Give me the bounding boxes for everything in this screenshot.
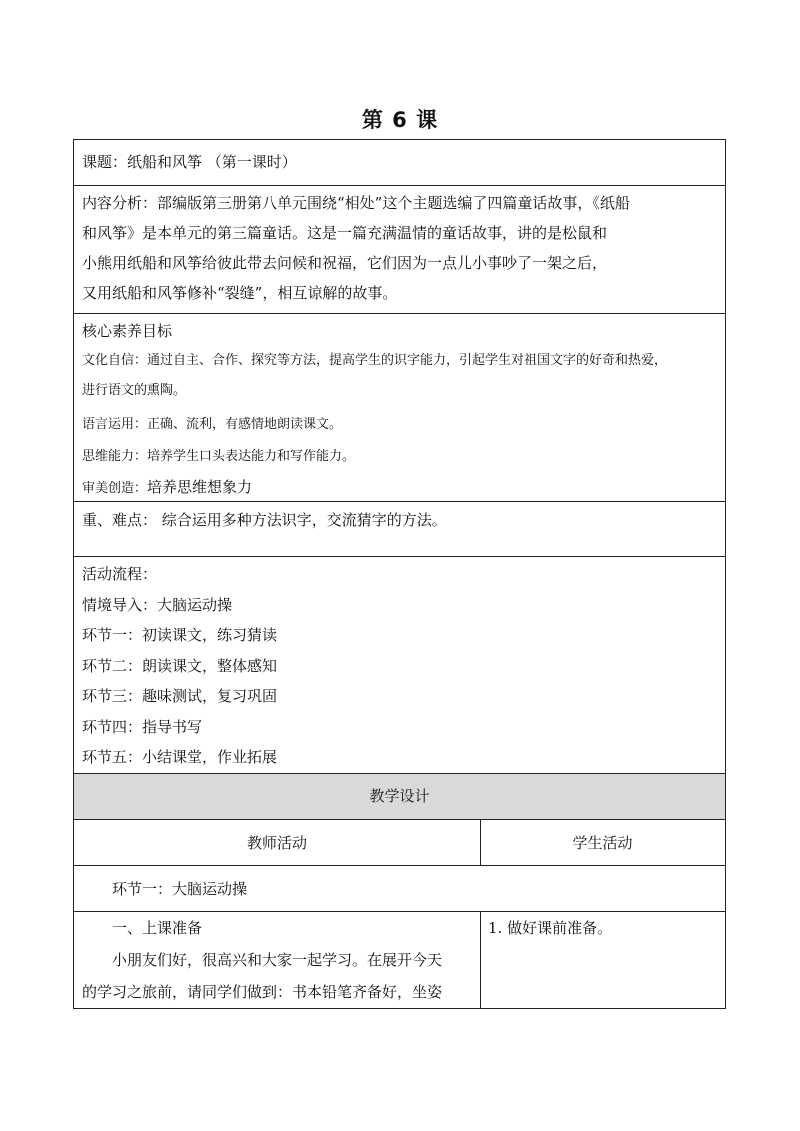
section-title: 环节一：大脑运动操 (112, 880, 248, 898)
analysis-line: 又用纸船和风筝修补“裂缝”，相互谅解的故事。 (82, 284, 398, 302)
topic-text: 课题：纸船和风筝 （第一课时） (82, 153, 297, 171)
analysis-line: 小熊用纸船和风筝给彼此带去问候和祝福，它们因为一点儿小事吵了一架之后， (82, 254, 608, 272)
key-points-row (74, 502, 725, 557)
topic-row (74, 140, 725, 186)
analysis-text (82, 188, 717, 308)
goal-culture-line1: 文化自信：通过自主、合作、探究等方法，提高学生的识字能力，引起学生对祖国文字的好奇和热爱， (82, 353, 668, 368)
process-row (74, 557, 725, 774)
design-header: 教学设计 (369, 787, 430, 805)
process-heading: 活动流程： (82, 565, 158, 583)
column-header-row (74, 820, 725, 866)
goals-row (74, 314, 725, 502)
process-item: 环节一：初读课文，练习猜读 (82, 626, 278, 644)
student-activity: 1. 做好课前准备。 (488, 919, 613, 937)
analysis-line: 和风筝》是本单元的第三篇童话。这是一篇充满温情的童话故事，讲的是松鼠和 (82, 224, 608, 242)
key-points-text: 重、难点： 综合运用多种方法识字，交流猜字的方法。 (82, 511, 447, 529)
process-item: 环节五：小结课堂，作业拓展 (82, 748, 278, 766)
col-teacher-header: 教师活动 (246, 834, 307, 852)
lesson-plan-table (73, 139, 726, 1009)
analysis-line: 内容分析：部编版第三册第八单元围绕“相处”这个主题选编了四篇童话故事，《纸船 (82, 194, 630, 212)
teacher-line: 小朋友们好，很高兴和大家一起学习。在展开今天 (112, 951, 443, 969)
col-student-header: 学生活动 (572, 834, 633, 852)
goal-aesthetic-label: 审美创造： (82, 481, 148, 496)
goals-heading: 核心素养目标 (82, 322, 173, 340)
process-item: 情境导入：大脑运动操 (82, 595, 233, 614)
teacher-line: 一、上课准备 (112, 919, 203, 937)
process-item: 环节三：趣味测试，复习巩固 (82, 687, 278, 705)
process-list (82, 559, 717, 773)
goal-culture-line2: 进行语文的熏陶。 (82, 383, 187, 398)
analysis-row (74, 186, 725, 314)
goal-language: 语言运用：正确、流利，有感情地朗读课文。 (82, 417, 343, 432)
goal-aesthetic-text: 培养思维想象力 (147, 478, 253, 496)
goal-aesthetic (82, 472, 717, 504)
page-title: 第 6 课 (361, 108, 439, 132)
goal-thinking: 思维能力：培养学生口头表达能力和写作能力。 (82, 449, 356, 464)
process-item: 环节四：指导书写 (82, 717, 203, 736)
column-divider (480, 912, 481, 1008)
process-item: 环节二：朗读课文，整体感知 (82, 656, 278, 675)
teacher-line: 的学习之旅前，请同学们做到：书本铅笔齐备好，坐姿 (82, 983, 443, 1001)
section-row (74, 866, 725, 912)
teacher-activity (82, 912, 478, 1008)
design-header-row (74, 774, 725, 820)
activity-row (74, 912, 725, 1008)
